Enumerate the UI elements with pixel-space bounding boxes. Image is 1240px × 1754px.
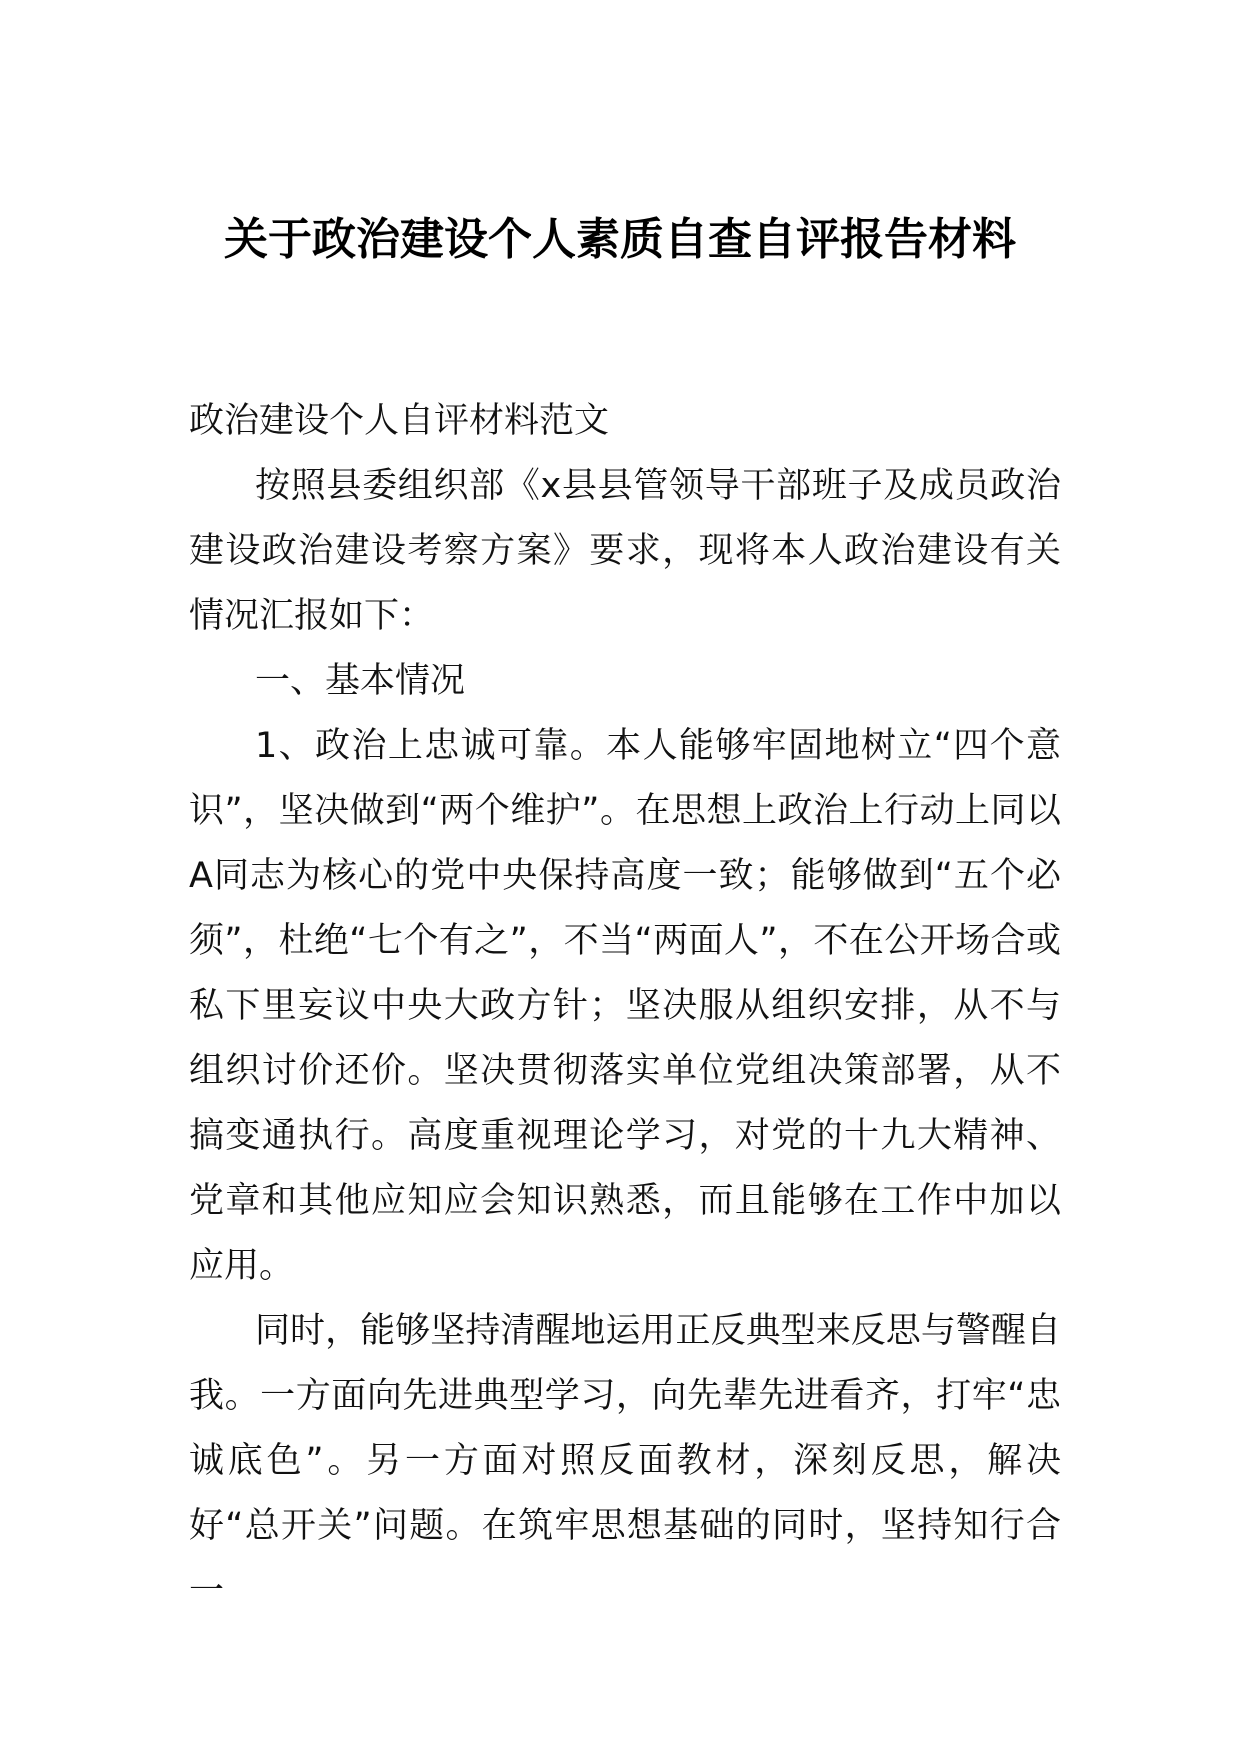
document-title: 关于政治建设个人素质自查自评报告材料 [224, 214, 1016, 265]
document-subtitle: 政治建设个人自评材料范文 [189, 401, 610, 441]
paragraph-political-loyalty: 1、政治上忠诚可靠。本人能够牢固地树立“四个意识”，坚决做到“两个维护”。在思想上政治上行动上同以A同志为核心的党中央保持高度一致；能够做到“五个必须”，杜绝“七个有之”，不当“两面人”，不在公开场合或私下里妄议中央大政方针；坚决服从组织安排，从不与组织讨价还价。坚决贯彻落实单位党组决策部署，从不搞变通执行。高度重视理论学习，对党的十九大精神、党章和其他应知应会知识熟悉，而且能够在工作中加以应用。 [189, 726, 1061, 1286]
document-body [189, 389, 1061, 1624]
paragraph-reflection: 同时，能够坚持清醒地运用正反典型来反思与警醒自我。一方面向先进典型学习，向先辈先进看齐，打牢“忠诚底色”。另一方面对照反面教材，深刻反思，解决好“总开关”问题。在筑牢思想基础的同时，坚持知行合一 [189, 1311, 1061, 1611]
section-heading-basic-situation: 一、基本情况 [255, 661, 466, 701]
paragraph-intro: 按照县委组织部《x县县管领导干部班子及成员政治建设政治建设考察方案》要求，现将本人政治建设有关情况汇报如下： [189, 466, 1061, 636]
